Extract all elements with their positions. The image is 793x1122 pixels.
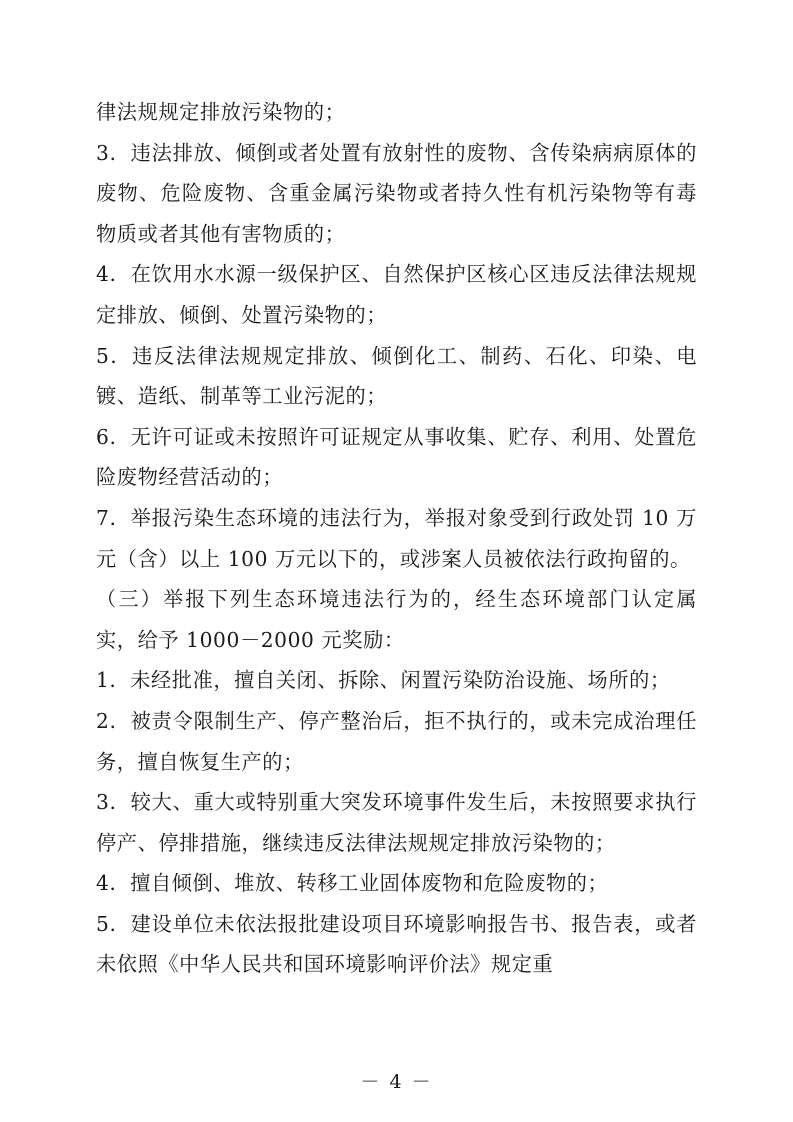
paragraph-item-6: 6．无许可证或未按照许可证规定从事收集、贮存、利用、处置危险废物经营活动的；	[96, 424, 697, 490]
paragraph-item-4: 4．在饮用水水源一级保护区、自然保护区核心区违反法律法规规定排放、倾倒、处置污染物的；	[96, 262, 697, 327]
paragraph-item-7: 7．举报污染生态环境的违法行为，举报对象受到行政处罚 10 万元（含）以上 100 万元以下的，或涉案人员被依法行政拘留的。	[96, 505, 697, 571]
paragraph-s3-item-2: 2．被责令限制生产、停产整治后，拒不执行的，或未完成治理任务，擅自恢复生产的；	[96, 708, 697, 774]
paragraph-s3-item-1: 1．未经批准，擅自关闭、拆除、闲置污染防治设施、场所的；	[96, 668, 671, 693]
document-body	[96, 92, 697, 985]
paragraph-s3-item-5: 5．建设单位未依法报批建设项目环境影响报告书、报告表，或者未依照《中华人民共和国环境影响评价法》规定重	[96, 911, 697, 977]
page-footer	[0, 1067, 793, 1094]
paragraph-s3-item-3: 3．较大、重大或特别重大突发环境事件发生后，未按照要求执行停产、停排措施，继续违反法律法规规定排放污染物的；	[96, 790, 697, 855]
paragraph-continuation: 律法规规定排放污染物的；	[96, 100, 346, 124]
paragraph-item-5: 5．违反法律法规规定排放、倾倒化工、制药、石化、印染、电镀、造纸、制革等工业污泥的；	[96, 343, 697, 409]
paragraph-item-3: 3．违法排放、倾倒或者处置有放射性的废物、含传染病病原体的废物、危险废物、含重金属污染物或者持久性有机污染物等有毒物质或者其他有害物质的；	[96, 140, 697, 246]
paragraph-section-3: （三）举报下列生态环境违法行为的，经生态环境部门认定属实，给予 1000－2000 元奖励：	[96, 587, 697, 652]
page-number: － 4 －	[360, 1071, 433, 1093]
paragraph-s3-item-4: 4．擅自倾倒、堆放、转移工业固体废物和危险废物的；	[96, 871, 609, 896]
